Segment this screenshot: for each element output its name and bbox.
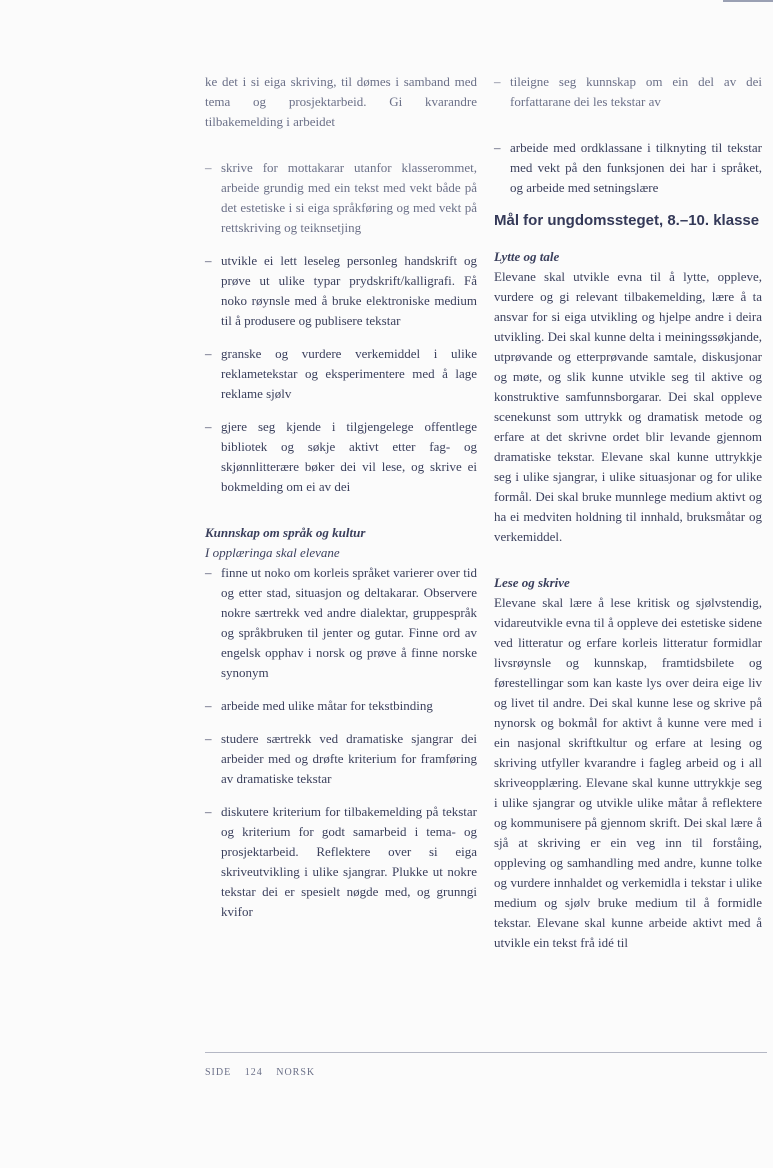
list-item: – tileigne seg kunnskap om ein del av dei forfattarane dei les tekstar av	[494, 74, 762, 109]
left-intro-paragraph: ke det i si eiga skriving, til dømes i samband med tema og prosjektarbeid. Gi kvarandre tilbakemelding i arbeidet	[205, 74, 477, 129]
list-dash: –	[205, 160, 212, 175]
list-dash: –	[205, 419, 212, 434]
list-dash: –	[205, 698, 212, 713]
section-text-lese: Elevane skal lære å lese kritisk og sjølvstendig, vidareutvikle evna til å oppleve dei estetiske sidene ved litteratur og erfare korleis litteratur formidlar livsrøynsle og kunnskap, framtidsbilete og førestellingar som kan kaste lys over deira eige liv og livet til andre. Dei skal kunne lese og skrive på nynorsk og bokmål for aktivt å kunne vere med i ein nasjonal skriftkultur og erfare at lesing og skriving utfyller kvarandre i fagleg arbeid og i all skriveopplæring. Elevane skal kunne uttrykkje seg i ulike sjangrar og utvikle ulike måtar å reflektere og kommunisere på gjennom skrift. Dei skal lære å sjå at skriving er ein veg inn til forståing, oppleving og samhandling med andre, kunne tolke og vurdere innhaldet og verkemidla i tekstar i ulike medium og sjølv bruke medium til å formidle tekstar. Elevane skal kunne arbeide aktivt med å utvikle ein tekst frå idé til	[494, 595, 762, 950]
list-item: – finne ut noko om korleis språket varierer over tid og etter stad, situasjon og deltakarar. Observere nokre særtrekk ved andre dialektar, gruppespråk og språkbruken til jenter og gutar. Finne ord av engelsk opphav i norsk og prøve å finne norske synonym	[205, 565, 477, 680]
right-column	[494, 72, 762, 953]
list-dash: –	[494, 140, 501, 155]
section-heading-kunnskap: Kunnskap om språk og kultur	[205, 525, 366, 540]
list-dash: –	[205, 804, 212, 819]
top-edge-rule	[723, 0, 773, 2]
footer-side-label: SIDE	[205, 1067, 232, 1078]
list-dash: –	[494, 74, 501, 89]
page-footer	[205, 1067, 325, 1078]
section-intro: I opplæringa skal elevane	[205, 545, 340, 560]
list-item: – gjere seg kjende i tilgjengelege offentlege bibliotek og søkje aktivt etter fag- og skjønnlitterære bøker dei vil lese, og skrive ei bokmelding om ei av dei	[205, 419, 477, 494]
list-item: – arbeide med ordklassane i tilknyting til tekstar med vekt på den funksjonen dei har i språket, og arbeide med setningslære	[494, 140, 762, 195]
footer-rule	[205, 1052, 767, 1053]
list-item: – utvikle ei lett leseleg personleg handskrift og prøve ut ulike typar prydskrift/kalligrafi. Få noko røynsle med å bruke elektroniske medium til å produsere og publisere tekstar	[205, 253, 477, 328]
footer-page-number: 124	[244, 1067, 263, 1078]
list-item: – arbeide med ulike måtar for tekstbinding	[205, 696, 477, 716]
list-item: – studere særtrekk ved dramatiske sjangrar dei arbeider med og drøfte kriterium for framføring av dramatiske tekstar	[205, 731, 477, 786]
list-item: – diskutere kriterium for tilbakemelding på tekstar og kriterium for godt samarbeid i tema- og prosjektarbeid. Reflektere over si eiga skriveutvikling i ulike sjangrar. Plukke ut nokre tekstar dei er spesielt nøgde med, og grunngi kvifor	[205, 804, 477, 919]
main-heading: Mål for ungdomssteget, 8.–10. klasse	[494, 212, 760, 229]
list-item: – granske og vurdere verkemiddel i ulike reklametekstar og eksperimentere med å lage reklame sjølv	[205, 346, 477, 401]
list-dash: –	[205, 565, 212, 580]
list-dash: –	[205, 731, 212, 746]
left-column	[205, 72, 477, 935]
list-item: – skrive for mottakarar utanfor klasserommet, arbeide grundig med ein tekst med vekt både på det estetiske i si eiga språkføring og med vekt på rettskriving og teiknsetjing	[205, 160, 477, 235]
list-dash: –	[205, 346, 212, 361]
section-heading-lytte: Lytte og tale	[494, 249, 560, 264]
section-heading-lese: Lese og skrive	[494, 575, 570, 590]
section-text-lytte: Elevane skal utvikle evna til å lytte, opplevе, vurdere og gi relevant tilbakemelding, lære å ta ansvar for si eiga utvikling og hjelpe andre i deira utvikling. Dei skal kunne delta i meiningssøkjande, utprøvande og etterprøvande samtale, diskusjonar og møte, og slik kunne utvikle seg til aktive og konstruktive samfunnsborgarar. Dei skal oppleve scenekunst som uttrykk og dramatisk metode og erfare at det skrivne ordet blir levande gjennom dramatiske tekstar. Elevane skal kunne uttrykkje seg i ulike sjangrar, i ulike situasjonar og for ulike formål. Dei skal bruke munnlege medium aktivt og ha ei medviten holdning til innhald, bruksmåtar og verkemiddel.	[494, 269, 762, 544]
list-dash: –	[205, 253, 212, 268]
footer-subject: NORSK	[276, 1067, 316, 1078]
